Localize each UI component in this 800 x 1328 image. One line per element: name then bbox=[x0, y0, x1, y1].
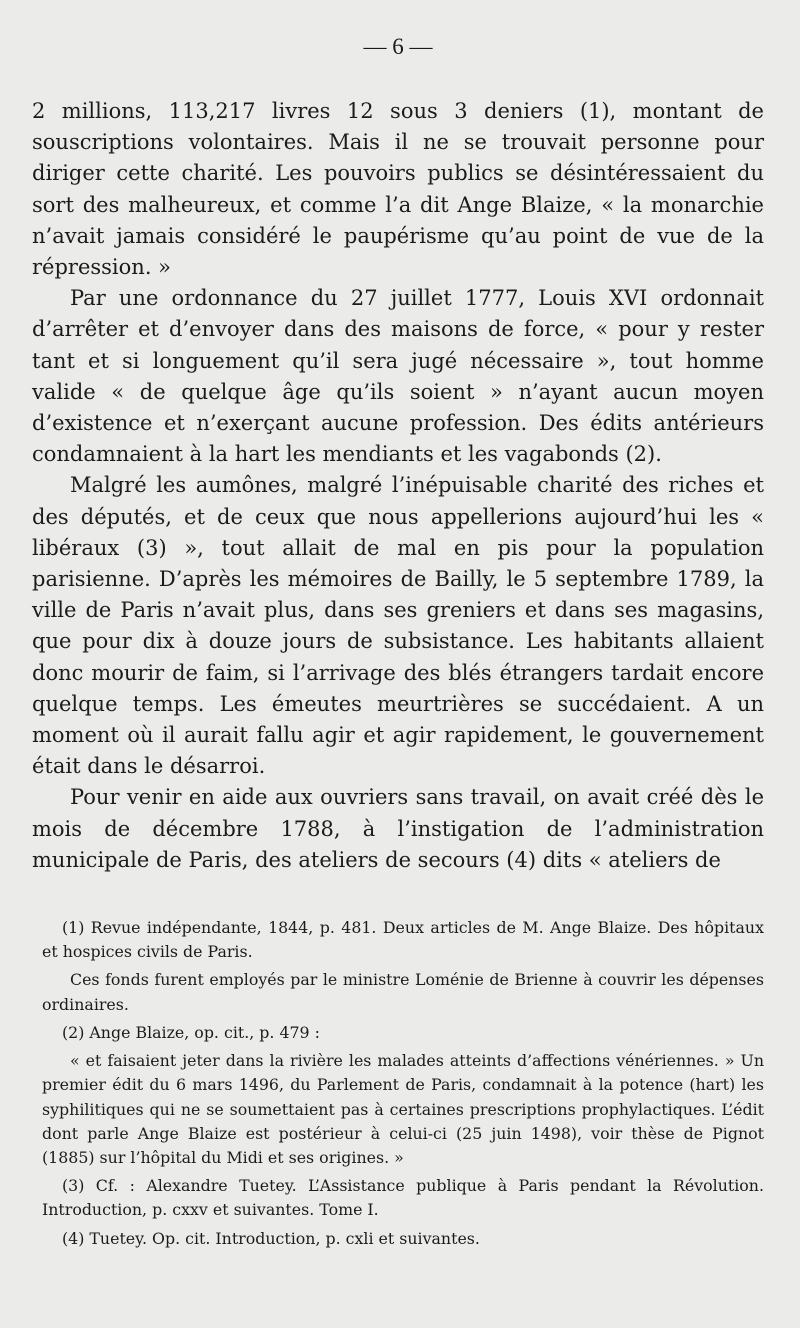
paragraph-4: Pour venir en aide aux ouvriers sans travail, on avait créé dès le mois de décembre 1788, à l’instigation de l’administration municipale de Paris, des ateliers de secours (4) dits « ateliers de bbox=[32, 785, 764, 872]
footnote-2: (2) Ange Blaize, op. cit., p. 479 : bbox=[62, 1022, 320, 1042]
paragraph-2: Par une ordonnance du 27 juillet 1777, Louis XVI ordonnait d’arrêter et d’envoyer dans des maisons de force, « pour y rester tant et si longuement qu’il sera jugé nécessaire », tout homme valide « de quelque âge qu’ils soient » n’ayant aucun moyen d’existence et n’exerçant aucune profession. Des édits antérieurs condamnaient à la hart les mendiants et les vagabonds (2). bbox=[32, 286, 764, 467]
footnote-3: (3) Cf. : Alexandre Tuetey. L’Assistance publique à Paris pendant la Révolution. Introduction, p. cxxv et suivantes. Tome I. bbox=[42, 1176, 764, 1220]
paragraph-1: 2 millions, 113,217 livres 12 sous 3 deniers (1), montant de souscriptions volontaires. Mais il ne se trouvait personne pour diriger cette charité. Les pouvoirs publics se désintéressaient du sort des malheureux, et comme l’a dit Ange Blaize, « la monarchie n’avait jamais considéré le paupérisme qu’au point de vue de la répression. » bbox=[32, 99, 764, 280]
footnote-2-continued: « et faisaient jeter dans la rivière les malades atteints d’affections vénériennes. » Un premier édit du 6 mars 1496, du Parlement de Paris, condamnait à la potence (hart) les syphilitiques qui ne se soumettaient pas à certaines prescriptions prophylactiques. L’édit dont parle Ange Blaize est postérieur à celui-ci (25 juin 1498), voir thèse de Pignot (1885) sur l’hôpital du Midi et ses origines. » bbox=[42, 1051, 764, 1167]
paragraph-3: Malgré les aumônes, malgré l’inépuisable charité des riches et des députés, et de ceux que nous appellerions aujourd’hui les « libéraux (3) », tout allait de mal en pis pour la population parisienne. D’après les mémoires de Bailly, le 5 septembre 1789, la ville de Paris n’avait plus, dans ses greniers et dans ses magasins, que pour dix à douze jours de subsistance. Les habitants allaient donc mourir de faim, si l’arrivage des blés étrangers tardait encore quelque temps. Les émeutes meurtrières se succédaient. A un moment où il aurait fallu agir et agir rapidement, le gouvernement était dans le désarroi. bbox=[32, 473, 764, 779]
footnote-1-continued: Ces fonds furent employés par le ministre Loménie de Brienne à couvrir les dépenses ordinaires. bbox=[42, 970, 764, 1014]
footnote-1: (1) Revue indépendante, 1844, p. 481. Deux articles de M. Ange Blaize. Des hôpitaux et hospices civils de Paris. bbox=[42, 918, 764, 962]
footnote-4: (4) Tuetey. Op. cit. Introduction, p. cxli et suivantes. bbox=[62, 1228, 480, 1248]
footnotes bbox=[32, 916, 764, 1251]
main-text bbox=[32, 96, 764, 876]
page-number: — 6 — bbox=[363, 34, 433, 59]
